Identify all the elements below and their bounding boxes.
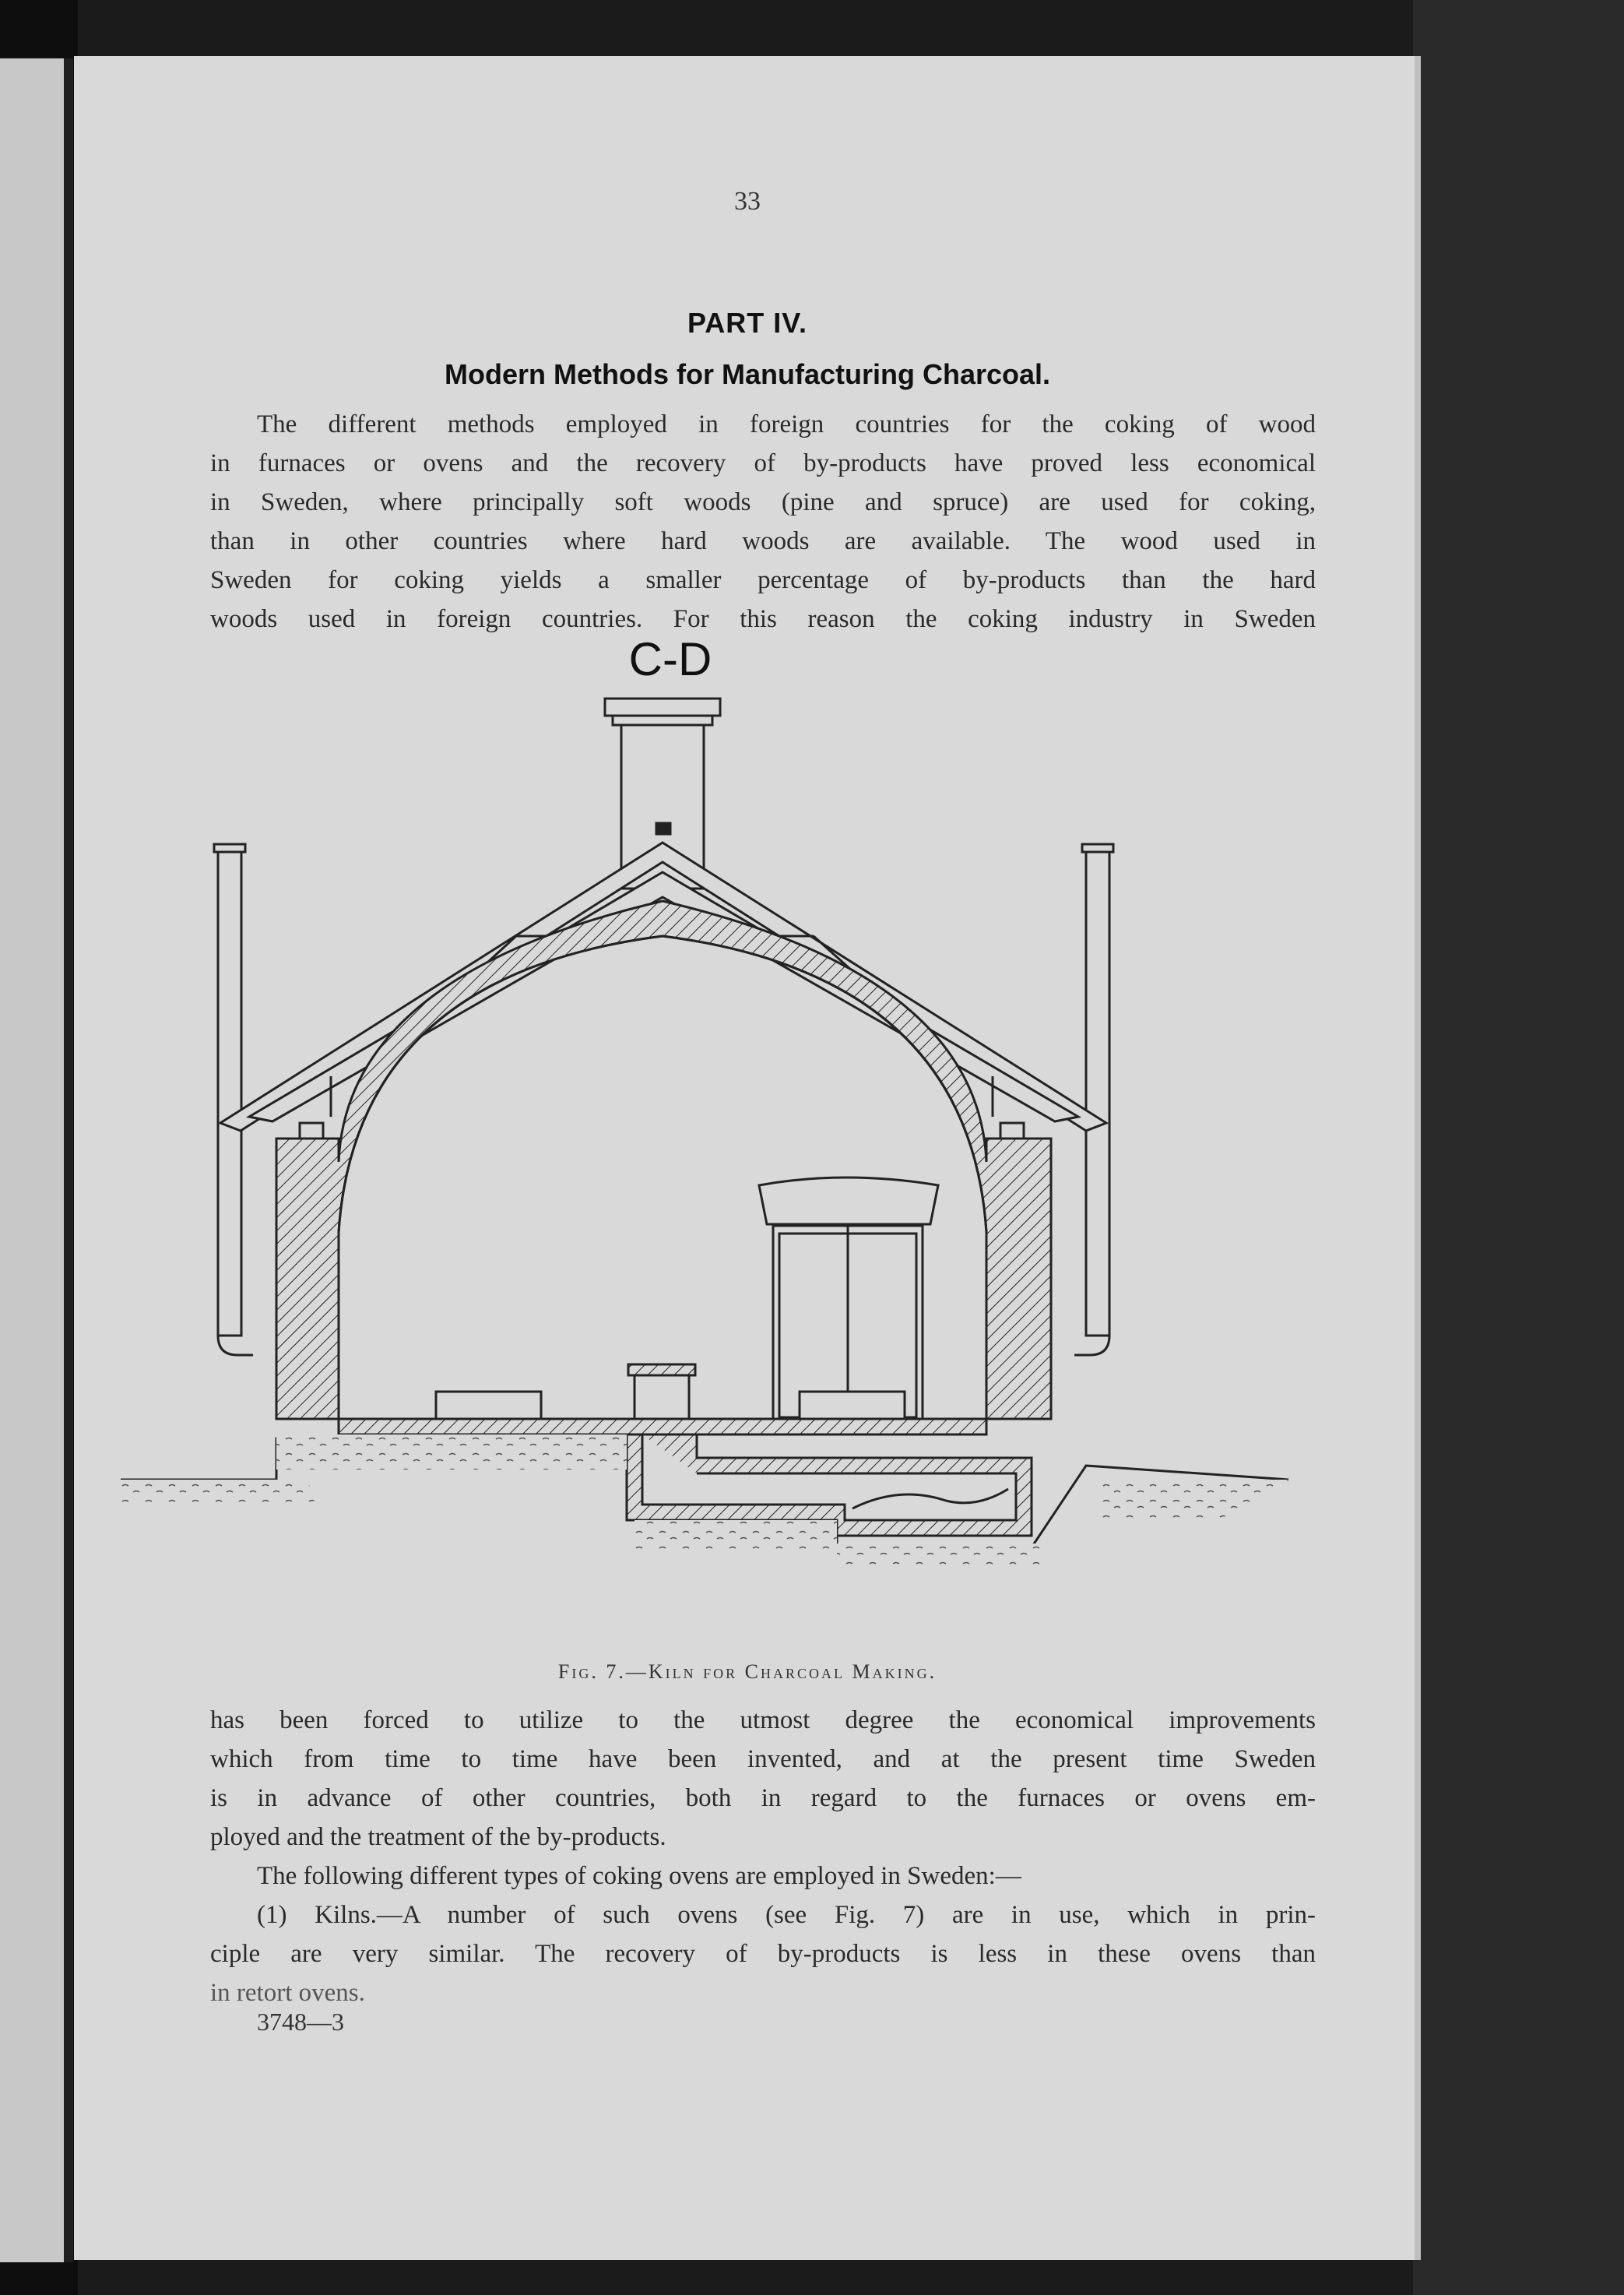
text-line: which from time to time have been invented, and at the present time Sweden — [210, 1745, 1316, 1773]
vent-pipe-right — [1074, 844, 1113, 1355]
page-gutter — [64, 58, 73, 2262]
text-line: in Sweden, where principally soft woods (pine and spruce) are used for coking, — [210, 488, 1316, 516]
figure-caption: Fig. 7.—Kiln for Charcoal Making. — [557, 1660, 937, 1683]
text-line: in retort ovens. — [210, 1979, 365, 2007]
figure-label: C-D — [628, 640, 712, 685]
text-line: ployed and the treatment of the by-products. — [210, 1823, 666, 1851]
previous-page-edge — [0, 58, 64, 2262]
text-line: Sweden for coking yields a smaller percentage of by-products than the hard — [210, 566, 1316, 594]
text-line: (1) Kilns.—A number of such ovens (see Fig. 7) are in use, which in prin- — [257, 1901, 1316, 1929]
text-line: has been forced to utilize to the utmost degree the economical improvements — [210, 1706, 1316, 1734]
vent-pipe-left — [214, 844, 253, 1355]
page-number: 33 — [734, 187, 761, 216]
text-line: in furnaces or ovens and the recovery of by-products have proved less economical — [210, 449, 1316, 477]
text-line: ciple are very similar. The recovery of by-products is less in these ovens than — [210, 1940, 1316, 1968]
text-line: woods used in foreign countries. For this reason the coking industry in Sweden — [210, 605, 1316, 633]
section-subtitle: Modern Methods for Manufacturing Charcoal. — [444, 358, 1051, 390]
footer-signature: 3748—3 — [257, 2008, 344, 2036]
continuation-paragraph — [210, 1701, 1316, 1857]
kilns-paragraph — [210, 1895, 1316, 2012]
kiln-cross-section-figure — [74, 640, 1421, 1676]
text-line: is in advance of other countries, both in regard to the furnaces or ovens em- — [210, 1784, 1316, 1812]
intro-paragraph — [210, 405, 1316, 639]
part-title: PART IV. — [687, 307, 808, 339]
oven-wall — [276, 901, 1051, 1419]
text-line: The different methods employed in foreign countries for the coking of wood — [257, 410, 1316, 438]
text-line: than in other countries where hard woods are available. The wood used in — [210, 527, 1316, 555]
types-paragraph — [210, 1857, 1316, 1895]
text-line: The following different types of coking ovens are employed in Sweden:— — [257, 1862, 1021, 1890]
document-page — [74, 56, 1421, 2260]
oven-door — [759, 1177, 938, 1419]
scan-background-right — [1413, 0, 1624, 2295]
